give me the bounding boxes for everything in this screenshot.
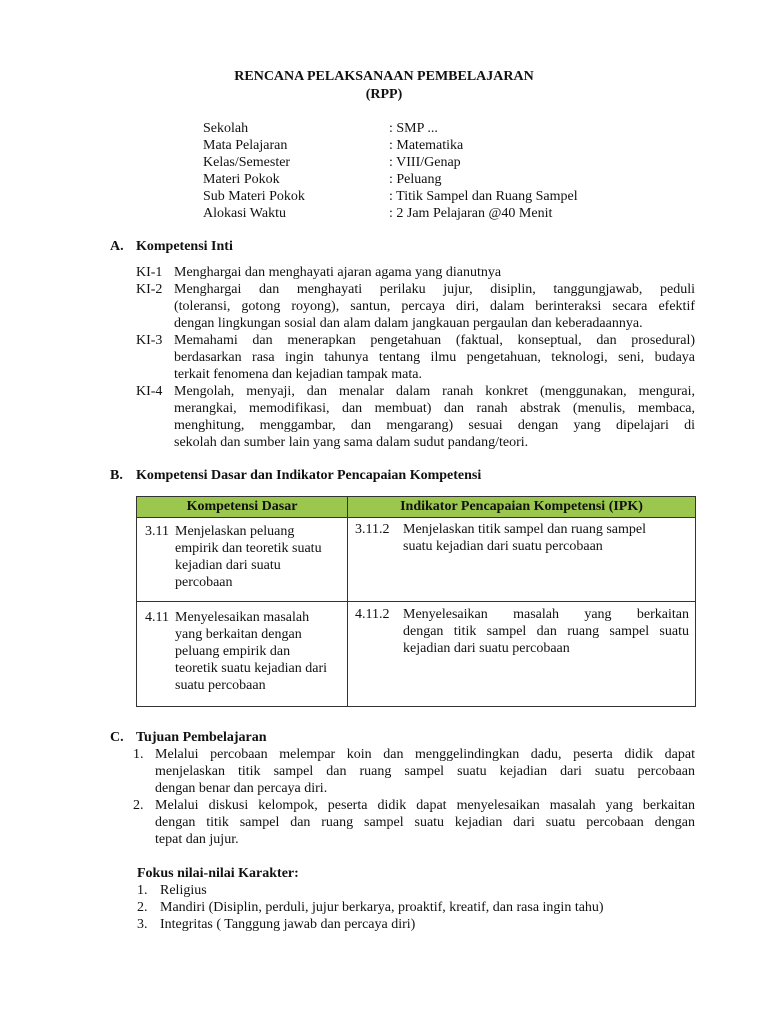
kd-text-line: peluang empirik dan <box>175 644 291 659</box>
section-a-letter: A. <box>110 239 124 254</box>
identity-value: : 2 Jam Pelajaran @40 Menit <box>389 206 553 221</box>
identity-value: : Matematika <box>389 138 464 153</box>
kd-text-line: Menjelaskan peluang <box>175 524 295 539</box>
kd-code: 3.11 <box>145 524 169 539</box>
ki-text-line: dengan lingkungan sosial dan alam dalam jangkauan pergaulan dan keberadaannya. <box>174 316 643 331</box>
ki-code: KI-1 <box>136 265 163 280</box>
ipk-cell <box>348 602 696 707</box>
identity-label: Sub Materi Pokok <box>203 189 305 204</box>
ipk-text-line: Menyelesaikan masalah yang berkaitan <box>403 607 689 622</box>
kd-cell <box>137 518 348 602</box>
list-number: 2. <box>137 900 148 915</box>
ki-code: KI-3 <box>136 333 163 348</box>
ki-text-line: Menghargai dan menghayati perilaku jujur, disiplin, tanggungjawab, peduli <box>174 282 695 297</box>
ki-text-line: (toleransi, gotong royong), santun, percaya diri, dalam berinteraksi secara efektif <box>174 299 695 314</box>
tujuan-text-line: menjelaskan titik sampel dan ruang sampel suatu kejadian dari suatu percobaan <box>155 764 695 779</box>
karakter-item: Integritas ( Tanggung jawab dan percaya diri) <box>160 917 416 932</box>
tujuan-text-line: tepat dan jujur. <box>155 832 239 847</box>
list-number: 3. <box>137 917 148 932</box>
kd-text-line: teoretik suatu kejadian dari <box>175 661 327 676</box>
kd-text-line: percobaan <box>175 575 233 590</box>
table-row <box>137 602 696 707</box>
table-row <box>137 518 696 602</box>
section-b-heading: Kompetensi Dasar dan Indikator Pencapaian Kompetensi <box>136 468 482 483</box>
ki-text-line: Memahami dan menerapkan pengetahuan (faktual, konseptual, dan prosedural) <box>174 333 695 348</box>
section-b-letter: B. <box>110 468 123 483</box>
ki-text-line: sekolah dan sumber lain yang sama dalam sudut pandang/teori. <box>174 435 529 450</box>
header-kompetensi-dasar: Kompetensi Dasar <box>137 497 348 518</box>
header-ipk: Indikator Pencapaian Kompetensi (IPK) <box>348 497 696 518</box>
list-number: 1. <box>133 747 144 762</box>
list-number: 2. <box>133 798 144 813</box>
ki-text-line: terkait fenomena dan kejadian tampak mata. <box>174 367 423 382</box>
ki-text-line: Mengolah, menyaji, dan menalar dalam ranah konkret (menggunakan, mengurai, <box>174 384 695 399</box>
identity-value: : SMP ... <box>389 121 438 136</box>
identity-label: Mata Pelajaran <box>203 138 288 153</box>
karakter-heading: Fokus nilai-nilai Karakter: <box>137 866 299 881</box>
section-a-heading: Kompetensi Inti <box>136 239 233 254</box>
tujuan-text-line: Melalui diskusi kelompok, peserta didik dapat menyelesaikan masalah yang berkaitan <box>155 798 695 813</box>
ipk-text-line: Menjelaskan titik sampel dan ruang sampel <box>403 522 646 537</box>
ipk-text-line: suatu kejadian dari suatu percobaan <box>403 539 603 554</box>
karakter-item: Mandiri (Disiplin, perduli, jujur berkarya, proaktif, kreatif, dan rasa ingin tahu) <box>160 900 604 915</box>
document-title: RENCANA PELAKSANAAN PEMBELAJARAN <box>234 69 534 84</box>
identity-value: : VIII/Genap <box>389 155 461 170</box>
ki-text-line: merangkai, memodifikasi, dan membuat) dan ranah abstrak (menulis, membaca, <box>174 401 695 416</box>
karakter-item: Religius <box>160 883 207 898</box>
kd-ipk-table <box>136 496 696 707</box>
identity-label: Kelas/Semester <box>203 155 291 170</box>
ki-text-line: berdasarkan rasa ingin tahunya tentang ilmu pengetahuan, teknologi, seni, budaya <box>174 350 695 365</box>
tujuan-text-line: dengan benar dan percaya diri. <box>155 781 328 796</box>
tujuan-text-line: dengan titik sampel dan ruang sampel suatu kejadian dari suatu percobaan dengan <box>155 815 695 830</box>
identity-label: Sekolah <box>203 121 249 136</box>
ki-text-line: menghitung, menggambar, dan mengarang) sesuai dengan yang dipelajari di <box>174 418 695 433</box>
kd-text-line: yang berkaitan dengan <box>175 627 302 642</box>
kd-text-line: suatu percobaan <box>175 678 266 693</box>
identity-label: Alokasi Waktu <box>203 206 286 221</box>
ipk-code: 4.11.2 <box>355 607 390 622</box>
ipk-cell <box>348 518 696 602</box>
table-header-row <box>137 497 696 518</box>
identity-label: Materi Pokok <box>203 172 280 187</box>
ki-code: KI-2 <box>136 282 163 297</box>
ipk-code: 3.11.2 <box>355 522 390 537</box>
list-number: 1. <box>137 883 148 898</box>
section-c-letter: C. <box>110 730 124 745</box>
section-c-heading: Tujuan Pembelajaran <box>136 730 267 745</box>
kd-text-line: Menyelesaikan masalah <box>175 610 310 625</box>
ki-code: KI-4 <box>136 384 163 399</box>
kd-cell <box>137 602 348 707</box>
ipk-text-line: dengan titik sampel dan ruang sampel suatu <box>403 624 689 639</box>
identity-value: : Peluang <box>389 172 442 187</box>
ki-text-line: Menghargai dan menghayati ajaran agama yang dianutnya <box>174 265 502 280</box>
kd-code: 4.11 <box>145 610 169 625</box>
identity-value: : Titik Sampel dan Ruang Sampel <box>389 189 578 204</box>
ipk-text-line: kejadian dari suatu percobaan <box>403 641 570 656</box>
document-subtitle: (RPP) <box>365 87 403 102</box>
kd-text-line: empirik dan teoretik suatu <box>175 541 322 556</box>
kd-text-line: kejadian dari suatu <box>175 558 281 573</box>
tujuan-text-line: Melalui percobaan melempar koin dan menggelindingkan dadu, peserta didik dapat <box>155 747 695 762</box>
